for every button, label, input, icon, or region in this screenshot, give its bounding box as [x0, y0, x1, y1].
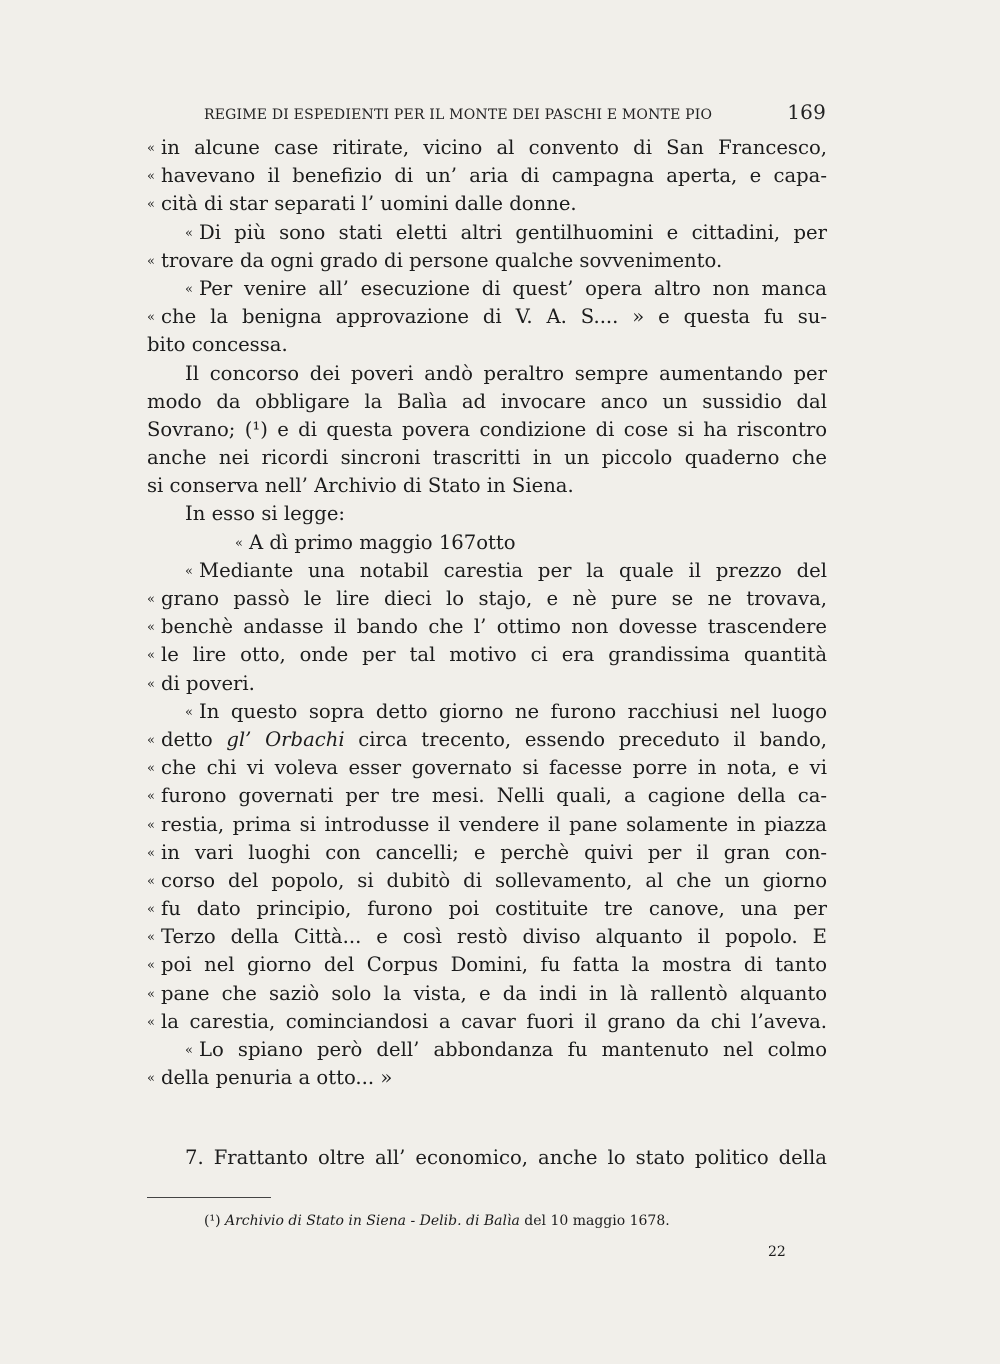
text-line: « la carestia, cominciandosi a cavar fuori il grano da chi l’aveva.	[147, 1009, 827, 1033]
text-line: « trovare da ogni grado di persone qualche sovvenimento.	[147, 248, 723, 272]
text-line: Sovrano; (¹) e di questa povera condizione di cose si ha riscontro	[147, 417, 827, 441]
text-line: anche nei ricordi sincroni trascritti in un piccolo quaderno che	[147, 446, 827, 470]
text-line: « della penuria a otto... »	[147, 1066, 393, 1090]
text-line: « fu dato principio, furono poi costituite tre canove, una per	[147, 897, 827, 921]
footnote-date: del 10 maggio 1678.	[524, 1213, 670, 1229]
text-line: « havevano il benefizio di un’ aria di campagna aperta, e capa-	[147, 164, 827, 188]
footnote-rule	[147, 1197, 271, 1198]
text-line: « grano passò le lire dieci lo stajo, e nè pure se ne trovava,	[147, 587, 827, 610]
signature-mark: 22	[768, 1244, 786, 1260]
text-line: si conserva nell’ Archivio di Stato in Siena.	[147, 474, 574, 498]
text-line: « in vari luoghi con cancelli; e perchè quivi per il gran con-	[147, 840, 827, 864]
text-line: bito concessa.	[147, 333, 288, 357]
text-line: In esso si legge:	[185, 502, 346, 526]
running-title: REGIME DI ESPEDIENTI PER IL MONTE DEI PASCHI E MONTE PIO	[204, 107, 713, 123]
running-header	[204, 100, 826, 124]
footnote-mark: (¹)	[204, 1213, 221, 1229]
text-line: « In questo sopra detto giorno ne furono racchiusi nel luogo	[185, 699, 827, 723]
text-line: « di poveri.	[147, 671, 255, 695]
text-line: « Lo spiano però dell’ abbondanza fu mantenuto nel colmo	[185, 1038, 827, 1061]
text-line: « poi nel giorno del Corpus Domini, fu fatta la mostra di tanto	[147, 953, 827, 977]
text-line: « pane che saziò solo la vista, e da indi in là rallentò alquanto	[147, 981, 827, 1005]
text-line: « Per venire all’ esecuzione di quest’ opera altro non manca	[185, 276, 827, 300]
text-line: « benchè andasse il bando che l’ ottimo non dovesse trascendere	[147, 615, 827, 639]
text-line: « le lire otto, onde per tal motivo ci era grandissima quantità	[147, 643, 827, 667]
text-line: « corso del popolo, si dubitò di sollevamento, al che un giorno	[147, 868, 827, 892]
text-line: modo da obbligare la Balìa ad invocare anco un sussidio dal	[147, 389, 827, 413]
text-line: « cità di star separati l’ uomini dalle donne.	[147, 192, 577, 216]
text-line: « Di più sono stati eletti altri gentilhuomini e cittadini, per	[185, 220, 827, 244]
section-heading-line: 7. Frattanto oltre all’ economico, anche lo stato politico della	[185, 1146, 827, 1170]
italic-place-name: gl’ Orbachi	[226, 727, 345, 751]
text-line: « Mediante una notabil carestia per la quale il prezzo del	[185, 558, 827, 582]
text-line: « che chi vi voleva esser governato si facesse porre in nota, e vi	[147, 756, 827, 780]
text-line: « in alcune case ritirate, vicino al convento di San Francesco,	[147, 136, 827, 159]
page-number: 169	[787, 100, 826, 124]
body-text	[147, 134, 827, 1173]
text-line: « Terzo della Città... e così restò diviso alquanto il popolo. E	[147, 925, 827, 949]
text-line: « A dì primo maggio 167otto	[235, 530, 516, 554]
footnote-source: Archivio di Stato in Siena - Delib. di Balìa	[225, 1213, 520, 1229]
text-line: Il concorso dei poveri andò peraltro sempre aumentando per	[185, 361, 827, 385]
text-line: « che la benigna approvazione di V. A. S.... » e questa fu su-	[147, 305, 827, 329]
text-line: « furono governati per tre mesi. Nelli quali, a cagione della ca-	[147, 784, 827, 808]
footnote	[204, 1213, 824, 1229]
text-line: « detto gl’ Orbachi circa trecento, essendo preceduto il bando,	[147, 727, 827, 751]
text-line: « restia, prima si introdusse il vendere il pane solamente in piazza	[147, 812, 827, 836]
